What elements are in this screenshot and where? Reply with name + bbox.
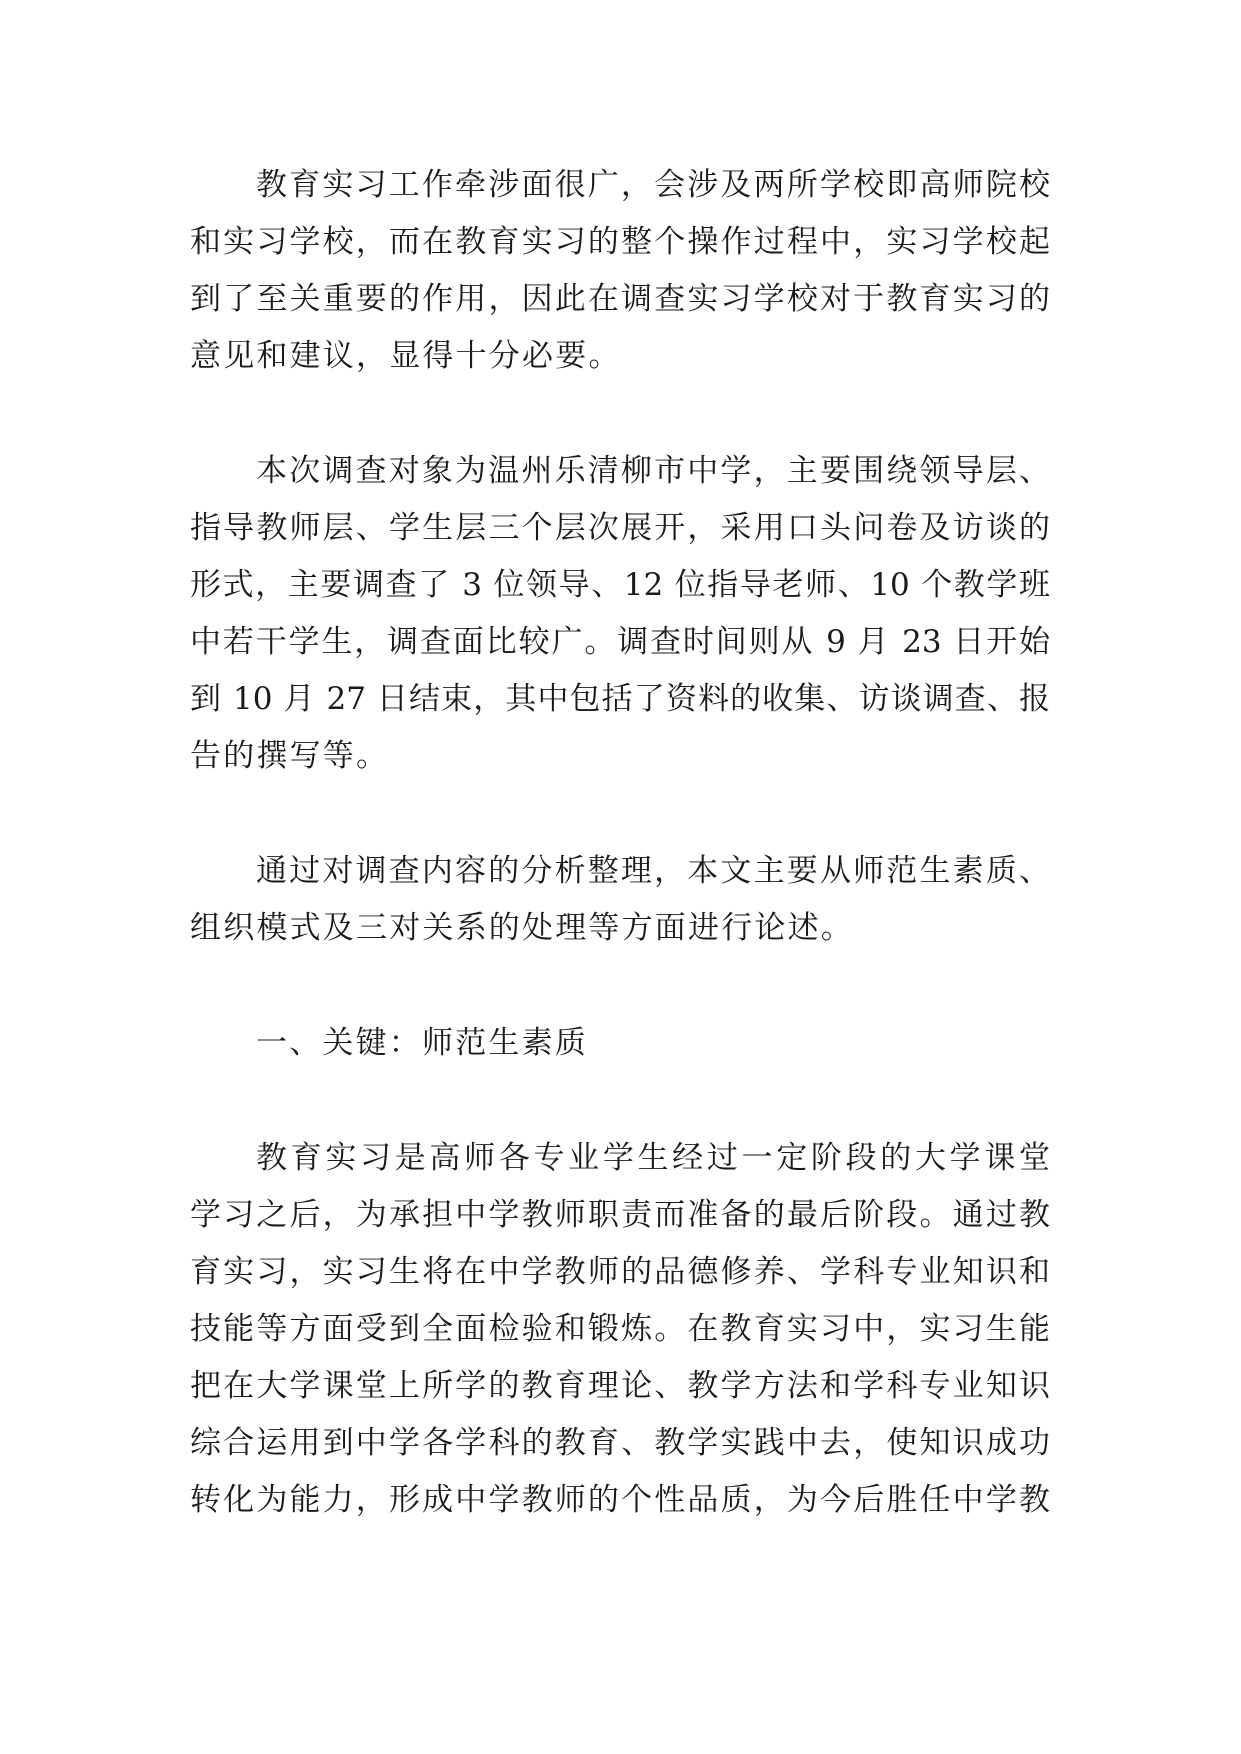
paragraph-line: 告的撰写等。 [190, 738, 390, 774]
paragraph-line: 和实习学校，而在教育实习的整个操作过程中，实习学校起 [190, 224, 1050, 260]
paragraph-line: 到了至关重要的作用，因此在调查实习学校对于教育实习的 [190, 281, 1050, 317]
paragraph-line: 育实习，实习生将在中学教师的品德修养、学科专业知识和 [190, 1254, 1050, 1290]
paragraph-line: 把在大学课堂上所学的教育理论、教学方法和学科专业知识 [190, 1368, 1050, 1404]
paragraph-line: 形式，主要调查了 3 位领导、12 位指导老师、10 个教学班 [190, 567, 1050, 603]
paragraph-line: 通过对调查内容的分析整理，本文主要从师范生素质、 [256, 853, 1050, 889]
paragraph-line: 指导教师层、学生层三个层次展开，采用口头问卷及访谈的 [190, 510, 1050, 546]
paragraph-line: 中若干学生，调查面比较广。调查时间则从 9 月 23 日开始 [190, 624, 1050, 660]
paragraph-line: 教育实习工作牵涉面很广，会涉及两所学校即高师院校 [256, 167, 1050, 203]
paragraph-line: 意见和建议，显得十分必要。 [190, 338, 622, 374]
paragraph-line: 综合运用到中学各学科的教育、教学实践中去，使知识成功 [190, 1425, 1050, 1461]
paragraph-line: 到 10 月 27 日结束，其中包括了资料的收集、访谈调查、报 [190, 681, 1050, 717]
paragraph-line: 转化为能力，形成中学教师的个性品质，为今后胜任中学教 [190, 1482, 1050, 1518]
paragraph-line: 组织模式及三对关系的处理等方面进行论述。 [190, 910, 854, 946]
paragraph-line: 技能等方面受到全面检验和锻炼。在教育实习中，实习生能 [190, 1311, 1050, 1347]
paragraph-line: 学习之后，为承担中学教师职责而准备的最后阶段。通过教 [190, 1197, 1050, 1233]
section-heading: 一、关键：师范生素质 [256, 1025, 588, 1061]
paragraph-line: 教育实习是高师各专业学生经过一定阶段的大学课堂 [256, 1140, 1050, 1176]
paragraph-line: 本次调查对象为温州乐清柳市中学，主要围绕领导层、 [256, 453, 1050, 489]
